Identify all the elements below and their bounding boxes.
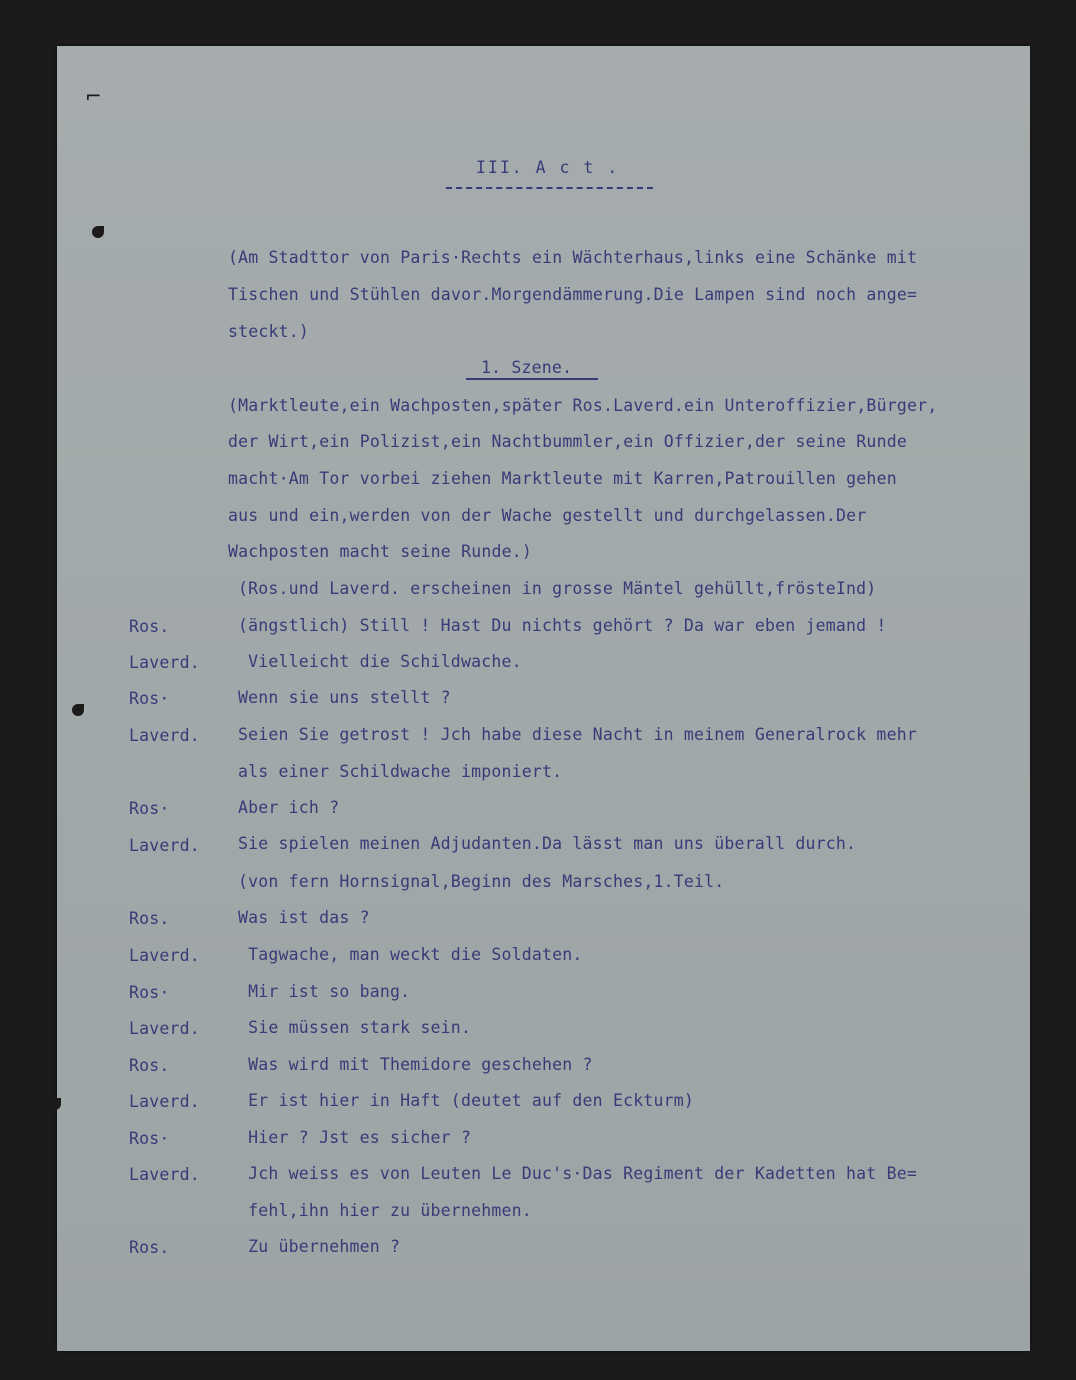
dialogue-line: Aber ich ? (238, 798, 340, 817)
scene-heading-underline (466, 378, 598, 380)
dialogue-line: Hier ? Jst es sicher ? (238, 1128, 472, 1147)
speaker-label: Ros· (129, 1129, 170, 1148)
punch-hole (72, 704, 84, 716)
scene-direction-line-5: Wachposten macht seine Runde.) (228, 542, 533, 561)
dialogue-line: Was wird mit Themidore geschehen ? (238, 1055, 593, 1074)
stage-direction-line-1: (Am Stadttor von Paris·Rechts ein Wächterhaus,links eine Schänke mit (228, 248, 918, 267)
dialogue-line: Wenn sie uns stellt ? (238, 688, 451, 707)
punch-hole (49, 1098, 61, 1110)
scene-direction-line-1: (Marktleute,ein Wachposten,später Ros.Laverd.ein Unteroffizier,Bürger, (228, 396, 938, 415)
dialogue-line: (ängstlich) Still ! Hast Du nichts gehört ? Da war eben jemand ! (238, 616, 887, 635)
dialogue-line: Zu übernehmen ? (238, 1237, 401, 1256)
title-underline (446, 187, 653, 189)
speaker-label: Ros. (129, 1056, 170, 1075)
speaker-label: Laverd. (129, 1165, 200, 1184)
dialogue-line: Sie spielen meinen Adjudanten.Da lässt man uns überall durch. (238, 834, 857, 853)
dialogue-line: als einer Schildwache imponiert. (238, 762, 563, 781)
dialogue-line: Was ist das ? (238, 908, 370, 927)
dialogue-line: Er ist hier in Haft (deutet auf den Eckturm) (238, 1091, 695, 1110)
scene-heading: 1. Szene. (481, 358, 573, 377)
speaker-label: Ros. (129, 909, 170, 928)
dialogue-line: Vielleicht die Schildwache. (238, 652, 522, 671)
speaker-label: Laverd. (129, 653, 200, 672)
speaker-label: Ros. (129, 1238, 170, 1257)
speaker-label: Laverd. (129, 726, 200, 745)
dialogue-line: Seien Sie getrost ! Jch habe diese Nacht in meinem Generalrock mehr (238, 725, 917, 744)
speaker-label: Ros· (129, 983, 170, 1002)
dialogue-line: Tagwache, man weckt die Soldaten. (238, 945, 583, 964)
entrance-direction: (Ros.und Laverd. erscheinen in grosse Mäntel gehüllt,frösteInd) (238, 579, 877, 598)
speaker-label: Laverd. (129, 836, 200, 855)
dialogue-line: Jch weiss es von Leuten Le Duc's·Das Regiment der Kadetten hat Be= (238, 1164, 917, 1183)
dialogue-line: Sie müssen stark sein. (238, 1018, 472, 1037)
speaker-label: Laverd. (129, 946, 200, 965)
scene-direction-line-4: aus und ein,werden von der Wache gestellt und durchgelassen.Der (228, 506, 867, 525)
act-title: III. A c t . (476, 158, 620, 177)
speaker-label: Ros· (129, 799, 170, 818)
dialogue-line: (von fern Hornsignal,Beginn des Marsches,1.Teil. (238, 872, 725, 891)
scene-direction-line-3: macht·Am Tor vorbei ziehen Marktleute mit Karren,Patrouillen gehen (228, 469, 897, 488)
speaker-label: Laverd. (129, 1092, 200, 1111)
staple-mark: ⌐ (85, 84, 102, 108)
speaker-label: Ros. (129, 617, 170, 636)
speaker-label: Laverd. (129, 1019, 200, 1038)
speaker-label: Ros· (129, 689, 170, 708)
stage-direction-line-2: Tischen und Stühlen davor.Morgendämmerung.Die Lampen sind noch ange= (228, 285, 918, 304)
punch-hole (92, 226, 104, 238)
stage-direction-line-3: steckt.) (228, 322, 310, 341)
dialogue-line: fehl,ihn hier zu übernehmen. (238, 1201, 532, 1220)
dialogue-line: Mir ist so bang. (238, 982, 411, 1001)
scene-direction-line-2: der Wirt,ein Polizist,ein Nachtbummler,ein Offizier,der seine Runde (228, 432, 907, 451)
typescript-page (57, 46, 1030, 1351)
